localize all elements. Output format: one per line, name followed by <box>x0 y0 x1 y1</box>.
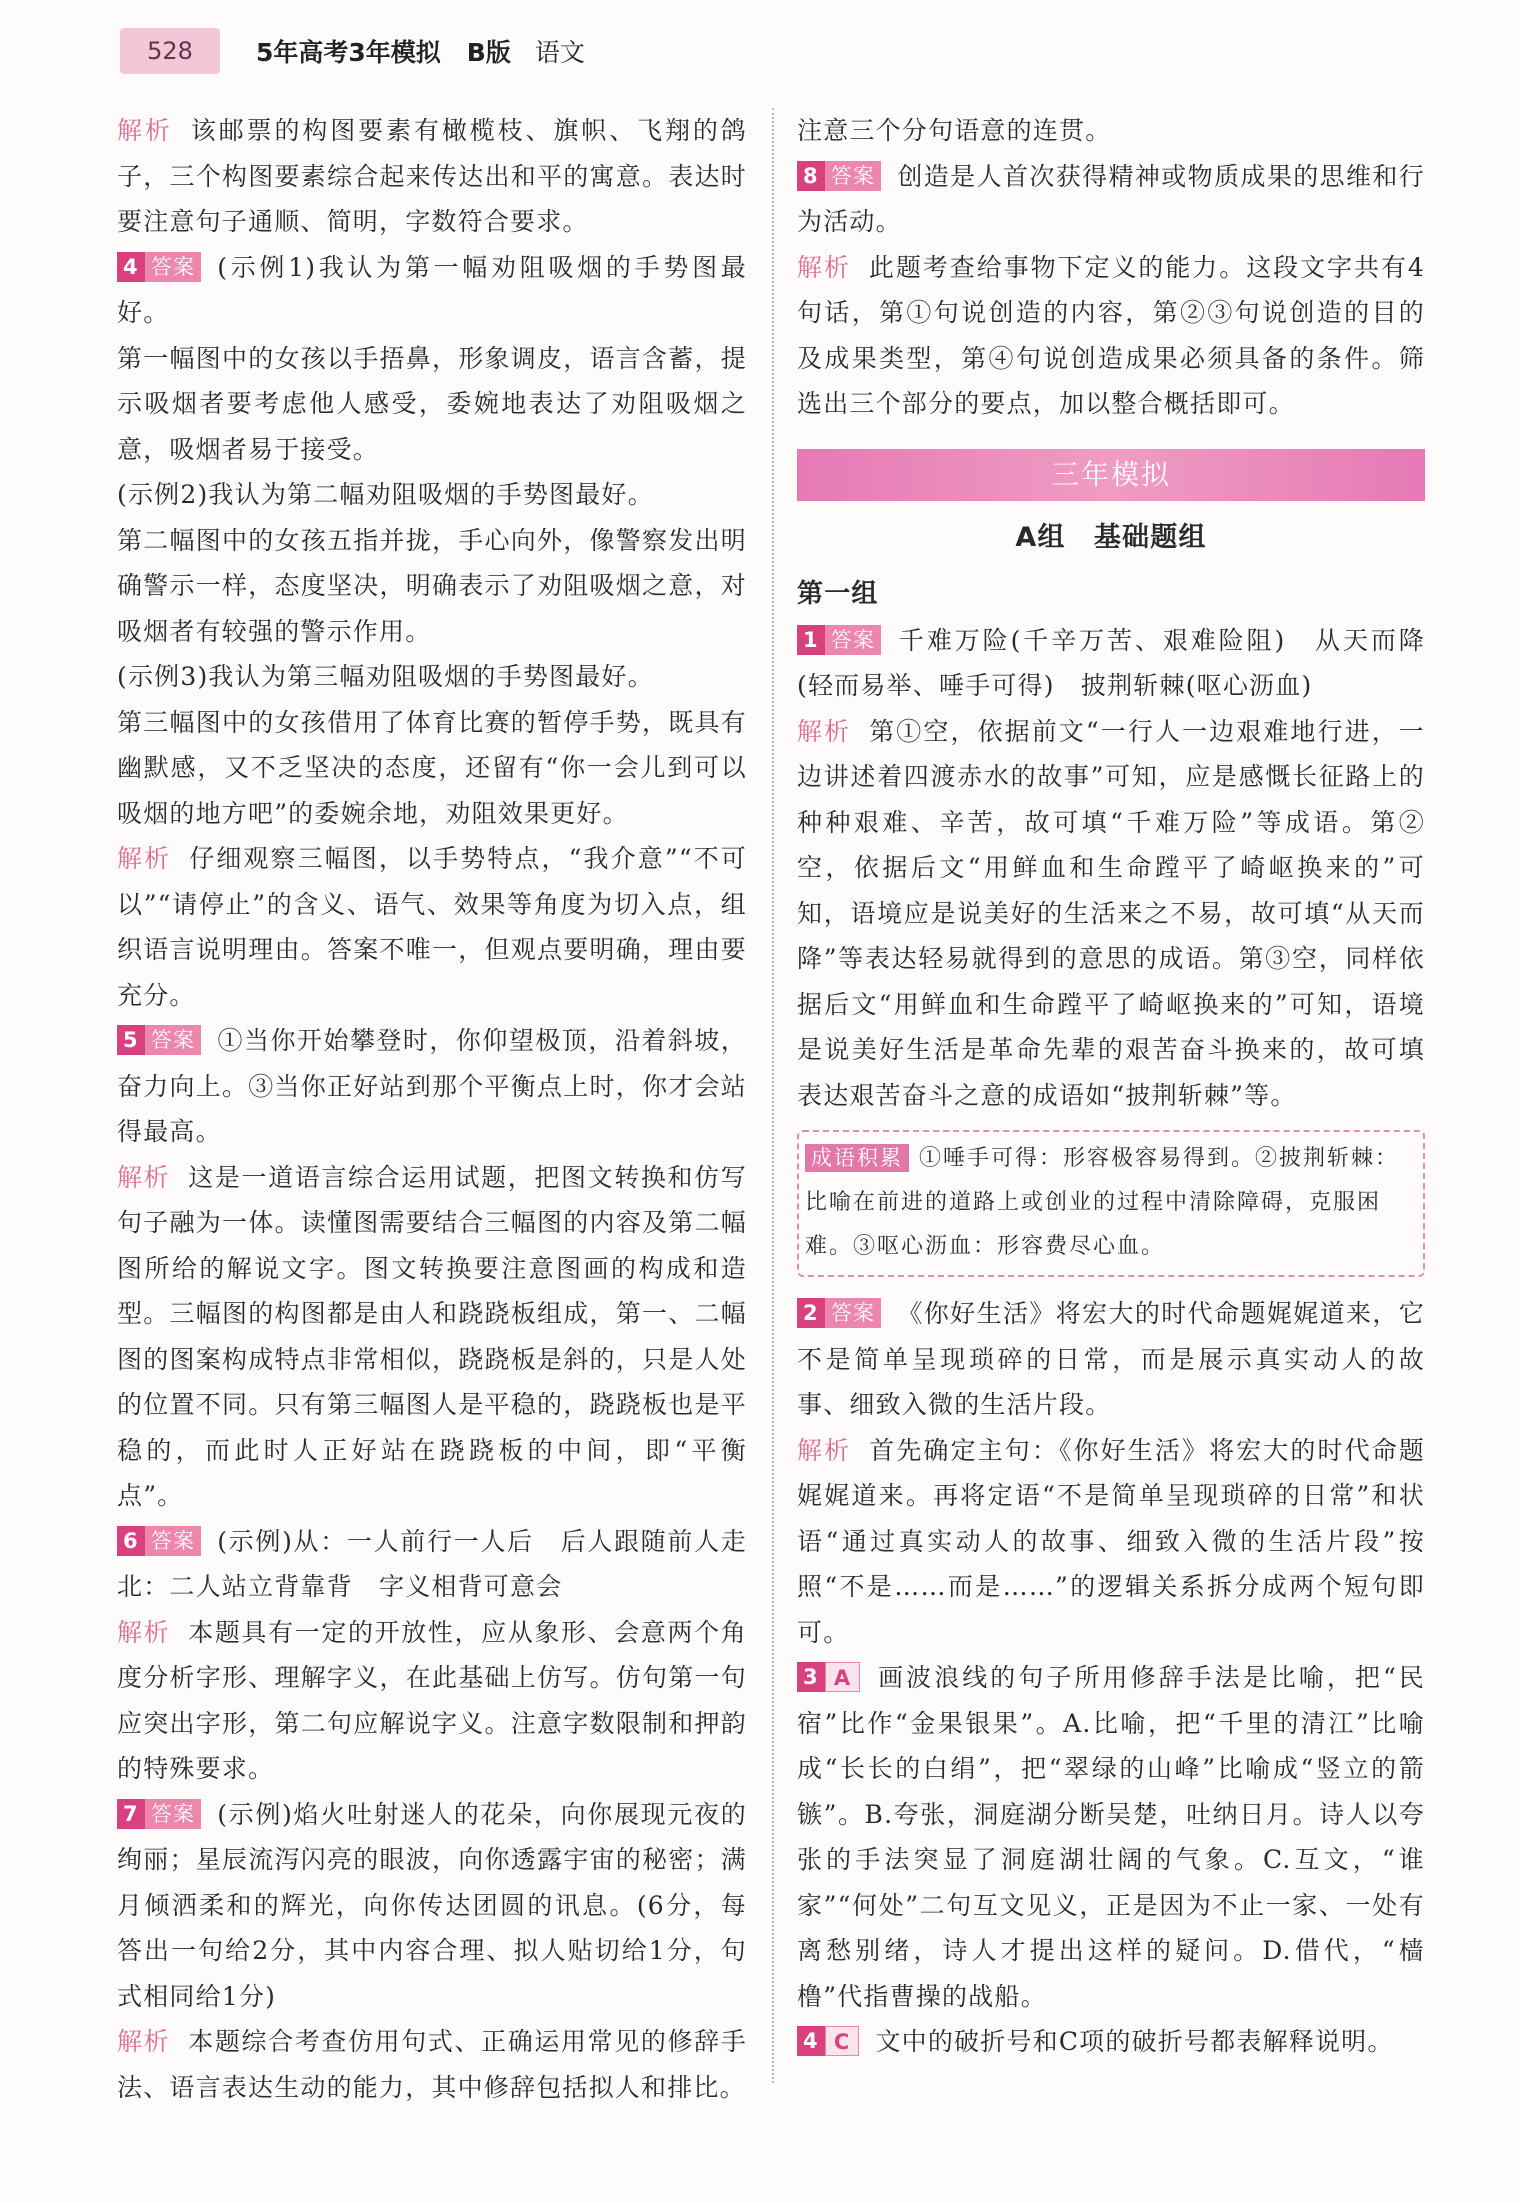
answer-paragraph: (示例3)我认为第三幅劝阻吸烟的手势图最好。 <box>117 662 654 691</box>
analysis-text: 首先确定主句：《你好生活》将宏大的时代命题娓娓道来。再将定语“不是简单呈现琐碎的日常”和状语“通过真实动人的故事、细致入微的生活片段”按照“不是……而是……”的逻辑关系拆分成两个短句即可。 <box>797 1435 1426 1647</box>
analysis-text: 此题考查给事物下定义的能力。这段文字共有4句话，第①句说创造的内容，第②③句说创造的目的及成果类型，第④句说创造成果必须具备的条件。筛选出三个部分的要点，加以整合概括即可。 <box>797 252 1425 418</box>
page-header <box>120 26 585 76</box>
analysis-label: 解析 <box>797 716 852 746</box>
analysis-block <box>797 245 1425 427</box>
answer-text: 《你好生活》将宏大的时代命题娓娓道来，它不是简单呈现琐碎的日常，而是展示真实动人的故事、细致入微的生活片段。 <box>797 1299 1425 1419</box>
answer-text: 文中的破折号和C项的破折号都表解释说明。 <box>875 2027 1394 2056</box>
answer-option: C <box>825 2026 860 2056</box>
question-number: 4 <box>117 252 145 282</box>
answer-text: 画波浪线的句子所用修辞手法是比喻，把“民宿”比作“金果银果”。A.比喻，把“千里的清江”比喻成“长长的白绢”，把“翠绿的山峰”比喻成“竖立的箭镞”。B.夸张，洞庭湖分断吴楚，吐纳日月。诗人以夸张的手法突显了洞庭湖壮阔的气象。C.互文，“谁家”“何处”二句互文见义，正是因为不止一家、一处有离愁别绪，诗人才提出这样的疑问。D.借代，“樯橹”代指曹操的战船。 <box>797 1663 1425 2011</box>
analysis-block <box>117 836 747 1018</box>
analysis-label: 解析 <box>117 2027 171 2056</box>
analysis-block <box>797 709 1425 1119</box>
answer-text: 千难万险(千辛万苦、艰难险阻) 从天而降(轻而易举、唾手可得) 披荆斩棘(呕心沥血) <box>797 625 1425 700</box>
question-number: 8 <box>797 161 825 191</box>
group-title: A组 基础题组 <box>1015 521 1207 553</box>
answer-label: 答案 <box>145 252 201 282</box>
answer-block-3 <box>797 1655 1425 2019</box>
analysis-text: 该邮票的构图要素有橄榄枝、旗帜、飞翔的鸽子，三个构图要素综合起来传达出和平的寓意。表达时要注意句子通顺、简明，字数符合要求。 <box>117 116 747 236</box>
answer-block-4 <box>117 245 747 336</box>
answer-paragraph: 第三幅图中的女孩借用了体育比赛的暂停手势，既具有幽默感，又不乏坚决的态度，还留有“你一会儿到可以吸烟的地方吧”的委婉余地，劝阻效果更好。 <box>117 707 747 828</box>
answer-block-5 <box>117 1018 747 1155</box>
analysis-block <box>117 1610 747 1792</box>
idiom-note-tag: 成语积累 <box>805 1144 909 1172</box>
section-banner: 三年模拟 <box>797 449 1425 501</box>
answer-tag <box>797 1298 881 1328</box>
question-number: 6 <box>117 1526 145 1556</box>
analysis-block <box>117 2019 747 2110</box>
answer-label: 答案 <box>145 1025 201 1055</box>
analysis-label: 解析 <box>117 1617 171 1647</box>
question-number: 4 <box>797 2026 825 2056</box>
answer-tag <box>117 1799 201 1829</box>
answer-label: 答案 <box>825 1298 881 1328</box>
analysis-text: 本题综合考查仿用句式、正确运用常见的修辞手法、语言表达生动的能力，其中修辞包括拟人和排比。 <box>117 2027 748 2102</box>
answer-tag <box>797 2026 859 2056</box>
answer-option: A <box>825 1662 860 1692</box>
answer-block-7 <box>117 1792 747 2020</box>
left-column <box>117 108 774 2110</box>
answer-tag <box>797 625 881 655</box>
idiom-note-text: ①唾手可得：形容极容易得到。②披荆斩棘：比喻在前进的道路上或创业的过程中清除障碍，克服困难。③呕心沥血：形容费尽心血。 <box>805 1146 1400 1259</box>
answer-tag <box>117 1025 201 1055</box>
book-edition: B版 <box>466 38 511 67</box>
book-title: 5年高考3年模拟 <box>256 38 441 67</box>
answer-text: (示例1)我认为第一幅劝阻吸烟的手势图最好。 <box>117 252 747 327</box>
book-subject: 语文 <box>534 38 585 67</box>
answer-label: 答案 <box>825 625 881 655</box>
answer-text: (示例)焰火吐射迷人的花朵，向你展现元夜的绚丽；星辰流泻闪亮的眼波，向你透露宇宙的秘密；满月倾洒柔和的辉光，向你传达团圆的讯息。(6分，每答出一句给2分，其中内容合理、拟人贴切给1分，句式相同给1分) <box>117 1799 747 2011</box>
answer-text: ①当你开始攀登时，你仰望极顶，沿着斜坡，奋力向上。③当你正好站到那个平衡点上时，你才会站得最高。 <box>117 1026 747 1146</box>
answer-text: (示例)从：一人前行一人后 后人跟随前人走 北：二人站立背靠背 字义相背可意会 <box>117 1526 774 1601</box>
answer-block-6 <box>117 1519 774 1610</box>
page-number: 528 <box>120 28 220 74</box>
answer-paragraph: (示例2)我认为第二幅劝阻吸烟的手势图最好。 <box>117 480 654 509</box>
answer-block-4b <box>797 2019 1425 2065</box>
answer-tag <box>117 1526 201 1556</box>
answer-tag <box>117 252 201 282</box>
subgroup-title: 第一组 <box>797 579 879 609</box>
answer-label: 答案 <box>825 161 881 191</box>
analysis-text: 本题具有一定的开放性，应从象形、会意两个角度分析字形、理解字义，在此基础上仿写。仿句第一句应突出字形，第二句应解说字义。注意字数限制和押韵的特殊要求。 <box>117 1617 748 1783</box>
answer-label: 答案 <box>145 1526 201 1556</box>
answer-paragraph: 第二幅图中的女孩五指并拢，手心向外，像警察发出明确警示一样，态度坚决，明确表示了劝阻吸烟之意，对吸烟者有较强的警示作用。 <box>117 525 747 646</box>
analysis-label: 解析 <box>117 844 172 873</box>
analysis-label: 解析 <box>117 116 173 145</box>
answer-tag <box>797 1662 860 1692</box>
analysis-text: 第①空，依据前文“一行人一边艰难地行进，一边讲述着四渡赤水的故事”可知，应是感慨长征路上的种种艰难、辛苦，故可填“千难万险”等成语。第②空，依据后文“用鲜血和生命蹚平了崎岖换来的”可知，语境应是说美好的生活来之不易，故可填“从天而降”等表达轻易就得到的意思的成语。第③空，同样依据后文“用鲜血和生命蹚平了崎岖换来的”可知，语境是说美好生活是革命先辈的艰苦奋斗换来的，故可填表达艰苦奋斗之意的成语如“披荆斩棘”等。 <box>797 716 1425 1110</box>
right-column <box>797 108 1425 2065</box>
analysis-block <box>797 1428 1425 1656</box>
analysis-text: 仔细观察三幅图，以手势特点，“我介意”“不可以”“请停止”的含义、语气、效果等角度为切入点，组织语言说明理由。答案不唯一，但观点要明确，理由要充分。 <box>117 844 748 1010</box>
analysis-block <box>117 108 747 245</box>
question-number: 5 <box>117 1025 145 1055</box>
answer-paragraph: 第一幅图中的女孩以手捂鼻，形象调皮，语言含蓄，提示吸烟者要考虑他人感受，委婉地表达了劝阻吸烟之意，吸烟者易于接受。 <box>117 343 747 464</box>
analysis-text: 这是一道语言综合运用试题，把图文转换和仿写句子融为一体。读懂图需要结合三幅图的内容及第二幅图所给的解说文字。图文转换要注意图画的构成和造型。三幅图的构图都是由人和跷跷板组成，第一、二幅图的图案构成特点非常相似，跷跷板是斜的，只是人处的位置不同。只有第三幅图人是平稳的，跷跷板也是平稳的，而此时人正好站在跷跷板的中间，即“平衡点”。 <box>117 1162 748 1510</box>
question-number: 1 <box>797 625 825 655</box>
question-number: 7 <box>117 1799 145 1829</box>
answer-block-8 <box>797 154 1425 245</box>
idiom-note-box <box>797 1130 1425 1277</box>
answer-label: 答案 <box>145 1799 201 1829</box>
answer-block-1 <box>797 618 1425 709</box>
analysis-label: 解析 <box>117 1162 171 1192</box>
column-divider <box>772 108 774 2083</box>
answer-block-2 <box>797 1291 1425 1428</box>
answer-tag <box>797 161 881 191</box>
question-number: 3 <box>797 1662 825 1692</box>
carry-over-text: 注意三个分句语意的连贯。 <box>797 116 1112 145</box>
answer-text: 创造是人首次获得精神或物质成果的思维和行为活动。 <box>797 161 1425 236</box>
analysis-label: 解析 <box>797 252 851 282</box>
analysis-label: 解析 <box>797 1435 852 1465</box>
analysis-block <box>117 1155 747 1519</box>
question-number: 2 <box>797 1298 825 1328</box>
